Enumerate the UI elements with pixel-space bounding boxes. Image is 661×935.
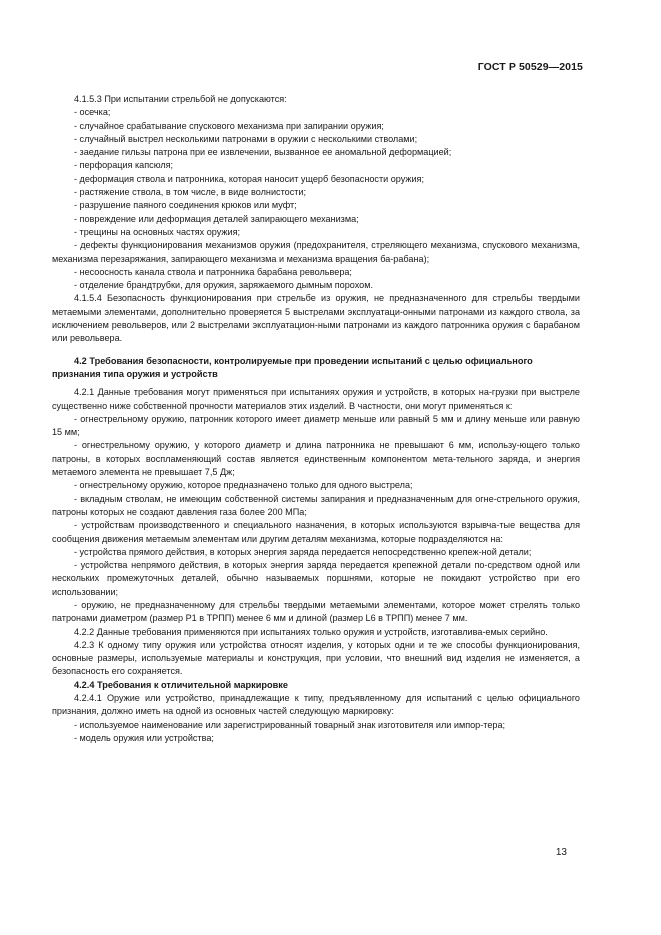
page-number: 13 [555, 847, 567, 858]
list-item: - устройства непрямого действия, в которых энергия заряда передается крепежной детали по-средством одной или нескольких промежуточных деталей, обычно называемых поршнями, которые не покидают устройство при его использовании; [52, 560, 580, 597]
paragraph: 4.2.2 Данные требования применяются при испытаниях только оружия и устройств, изготавлива-емых серийно. [74, 626, 548, 637]
list-item: - модель оружия или устройства; [74, 732, 214, 743]
list-item: - отделение брандтрубки, для оружия, заряжаемого дымным порохом. [74, 280, 374, 291]
list-item: - заедание гильзы патрона при ее извлечении, вызванное ее аномальной деформацией; [74, 147, 452, 158]
list-item: - осечка; [74, 107, 111, 118]
list-item: - растяжение ствола, в том числе, в виде волнистости; [74, 187, 307, 198]
list-item: - деформация ствола и патронника, которая наносит ущерб безопасности оружия; [74, 173, 425, 184]
paragraph: 4.2.1 Данные требования могут применяться при испытаниях оружия и устройств, в которых на-грузки при выстреле существенно ниже собственной прочности материалов этих изделий. В частности, они могут применяться к: [52, 387, 580, 411]
paragraph: 4.2.3 К одному типу оружия или устройства относят изделия, у которых одни и те же способы функционирования, основные размеры, используемые материалы и конструкция, при условии, что внешний вид изделия не изменяется, а безопасность его сохраняется. [52, 639, 580, 677]
subsection-heading: 4.2.4 Требования к отличительной маркировке [74, 679, 288, 690]
list-item: - разрушение паяного соединения крюков или муфт; [74, 200, 297, 211]
list-item: - используемое наименование или зарегистрированный товарный знак изготовителя или импор-тера; [74, 719, 506, 730]
list-item: - оружию, не предназначенному для стрельбы твердыми метаемыми элементами, которое может стрелять только патронами диаметром (размер P1 в ТРПП) менее 6 мм и длиной (размер L6 в ТРПП) менее 7 мм. [52, 599, 580, 624]
list-item: - несоосность канала ствола и патронника барабана револьвера; [74, 266, 352, 277]
list-item: - огнестрельному оружию, патронник которого имеет диаметр меньше или равный 5 мм и длину меньше или равную 15 мм; [52, 413, 580, 438]
list-item: - огнестрельному оружию, которое предназначено только для одного выстрела; [74, 480, 413, 491]
paragraph: 4.1.5.3 При испытании стрельбой не допускаются: [74, 94, 287, 104]
list-item: - вкладным стволам, не имеющим собственной системы запирания и предназначенным для огне-стрельного оружия, патроны которых не создают давления газа более 200 МПа; [52, 493, 580, 517]
document-header: ГОСТ Р 50529—2015 [477, 61, 583, 73]
paragraph: 4.2.4.1 Оружие или устройство, принадлежащие к типу, предъявленному для испытаний с целью официального признания, должно иметь на одной из основных частей следующую маркировку: [52, 693, 580, 717]
paragraph: 4.1.5.4 Безопасность функционирования при стрельбе из оружия, не предназначенного для стрельбы твердыми метаемыми элементами, дополнительно проверяется 5 выстрелами эксплуатаци-онными патронами из каждого ствола, за исключением револьверов, или 2 выстрелами эксплуатацион-ными патронами из каждого патронника оружия с барабаном или револьвера. [52, 293, 580, 344]
list-item: - дефекты функционирования механизмов оружия (предохранителя, стреляющего механизма, спускового механизма, механизма перезаряжания, запирающего механизма и механизма вращения ба-рабана); [52, 240, 580, 264]
list-item: - устройства прямого действия, в которых энергия заряда передается непосредственно крепеж-ной детали; [74, 546, 532, 557]
list-item: - перфорация капсюля; [74, 160, 174, 171]
list-item: - повреждение или деформация деталей запирающего механизма; [74, 213, 359, 224]
list-item: - устройствам производственного и специального назначения, в которых используются взрывча-тые вещества для сообщения движения метаемым элементам или другим деталям механизма, которые подразделяются на: [52, 520, 580, 544]
list-item: - случайный выстрел несколькими патронами в оружии с несколькими стволами; [74, 133, 418, 144]
list-item: - огнестрельному оружию, у которого диаметр и длина патронника не превышают 6 мм, использу-ющего только патроны, в которых воспламеняющий состав является единственным компонентом мета-тельного заряда, и энергия метаемого элемента не превышает 7,5 Дж; [52, 440, 580, 478]
section-heading: 4.2 Требования безопасности, контролируемые при проведении испытаний с целью официального признания типа оружия и устройств [52, 355, 533, 379]
document-body [52, 93, 580, 745]
list-item: - случайное срабатывание спускового механизма при запирании оружия; [74, 120, 384, 131]
list-item: - трещины на основных частях оружия; [74, 226, 241, 237]
